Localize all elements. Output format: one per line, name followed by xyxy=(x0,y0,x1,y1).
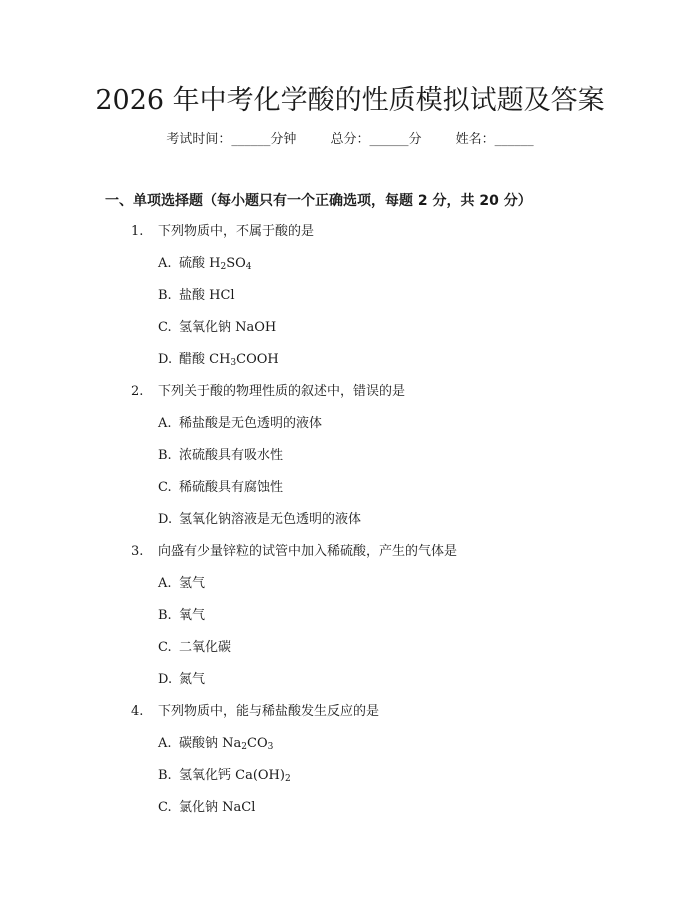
option-letter: A. xyxy=(158,736,172,751)
option-text: 二氧化碳 xyxy=(179,640,232,655)
option-letter: C. xyxy=(158,640,172,655)
option-letter: B. xyxy=(158,288,172,303)
option-letter: A. xyxy=(158,256,172,271)
option-letter: A. xyxy=(158,416,172,431)
score-blank: ______ xyxy=(369,132,409,147)
question-4-option-a xyxy=(158,735,273,753)
option-subscript: 2 xyxy=(284,774,291,784)
question-text: 向盛有少量锌粒的试管中加入稀硫酸，产生的气体是 xyxy=(158,544,458,559)
question-2-option-b xyxy=(158,447,283,465)
time-unit: 分钟 xyxy=(270,132,297,147)
exam-info-line xyxy=(0,131,700,149)
option-letter: C. xyxy=(158,800,172,815)
option-text: 氢氧化钠 NaOH xyxy=(179,320,277,335)
option-letter: B. xyxy=(158,448,172,463)
question-1-option-b xyxy=(158,287,235,305)
question-1-option-a xyxy=(158,255,252,273)
option-text: 浓硫酸具有吸水性 xyxy=(179,448,284,463)
score-unit: 分 xyxy=(408,132,422,147)
question-3-option-c xyxy=(158,639,231,657)
question-number: 4. xyxy=(131,704,144,719)
option-text: 盐酸 HCl xyxy=(179,288,235,303)
question-2 xyxy=(131,383,405,401)
option-text: 氢氧化钙 Ca(OH) xyxy=(179,768,285,783)
option-subscript: 3 xyxy=(267,742,274,752)
question-text: 下列关于酸的物理性质的叙述中，错误的是 xyxy=(158,384,406,399)
name-label: 姓名： xyxy=(455,132,495,147)
time-blank: ______ xyxy=(231,132,271,147)
option-letter: D. xyxy=(158,672,173,687)
option-subscript: 4 xyxy=(245,262,252,272)
option-text: 氢氧化钠溶液是无色透明的液体 xyxy=(179,512,362,527)
question-4-option-c xyxy=(158,799,255,817)
option-text: 醋酸 CH xyxy=(179,352,231,367)
option-letter: D. xyxy=(158,512,173,527)
option-letter: B. xyxy=(158,768,172,783)
option-letter: B. xyxy=(158,608,172,623)
question-1-option-d xyxy=(158,351,279,369)
option-formula-mid: CO xyxy=(247,736,268,751)
option-subscript: 2 xyxy=(241,742,247,752)
option-formula-mid: SO xyxy=(226,256,246,271)
option-letter: D. xyxy=(158,352,173,367)
option-text: 硫酸 H xyxy=(179,256,221,271)
option-text: 氢气 xyxy=(179,576,206,591)
option-text: 稀硫酸具有腐蚀性 xyxy=(179,480,284,495)
name-blank: ______ xyxy=(494,132,534,147)
score-label: 总分： xyxy=(330,132,370,147)
question-2-option-d xyxy=(158,511,361,529)
question-2-option-c xyxy=(158,479,283,497)
option-formula-mid: COOH xyxy=(236,352,279,367)
section-title: 一、单项选择题（每小题只有一个正确选项，每题 2 分，共 20 分） xyxy=(105,193,532,209)
question-4-option-b xyxy=(158,767,291,785)
question-4 xyxy=(131,703,379,721)
question-text: 下列物质中，不属于酸的是 xyxy=(158,224,315,239)
question-text: 下列物质中，能与稀盐酸发生反应的是 xyxy=(158,704,380,719)
question-3-option-d xyxy=(158,671,205,689)
question-3-option-a xyxy=(158,575,205,593)
question-3 xyxy=(131,543,457,561)
option-text: 氧气 xyxy=(179,608,206,623)
question-number: 2. xyxy=(131,384,144,399)
question-number: 3. xyxy=(131,544,144,559)
option-text: 氮气 xyxy=(179,672,206,687)
option-text: 氯化钠 NaCl xyxy=(179,800,256,815)
option-text: 碳酸钠 Na xyxy=(179,736,242,751)
option-letter: C. xyxy=(158,480,172,495)
option-text: 稀盐酸是无色透明的液体 xyxy=(179,416,323,431)
option-subscript: 2 xyxy=(220,262,227,272)
question-1-option-c xyxy=(158,319,276,337)
question-number: 1. xyxy=(131,224,144,239)
option-subscript: 3 xyxy=(230,358,237,368)
question-3-option-b xyxy=(158,607,205,625)
option-letter: A. xyxy=(158,576,172,591)
time-label: 考试时间： xyxy=(166,132,232,147)
question-2-option-a xyxy=(158,415,322,433)
page-title: 2026 年中考化学酸的性质模拟试题及答案 xyxy=(95,85,605,116)
option-letter: C. xyxy=(158,320,172,335)
question-1 xyxy=(131,223,314,241)
